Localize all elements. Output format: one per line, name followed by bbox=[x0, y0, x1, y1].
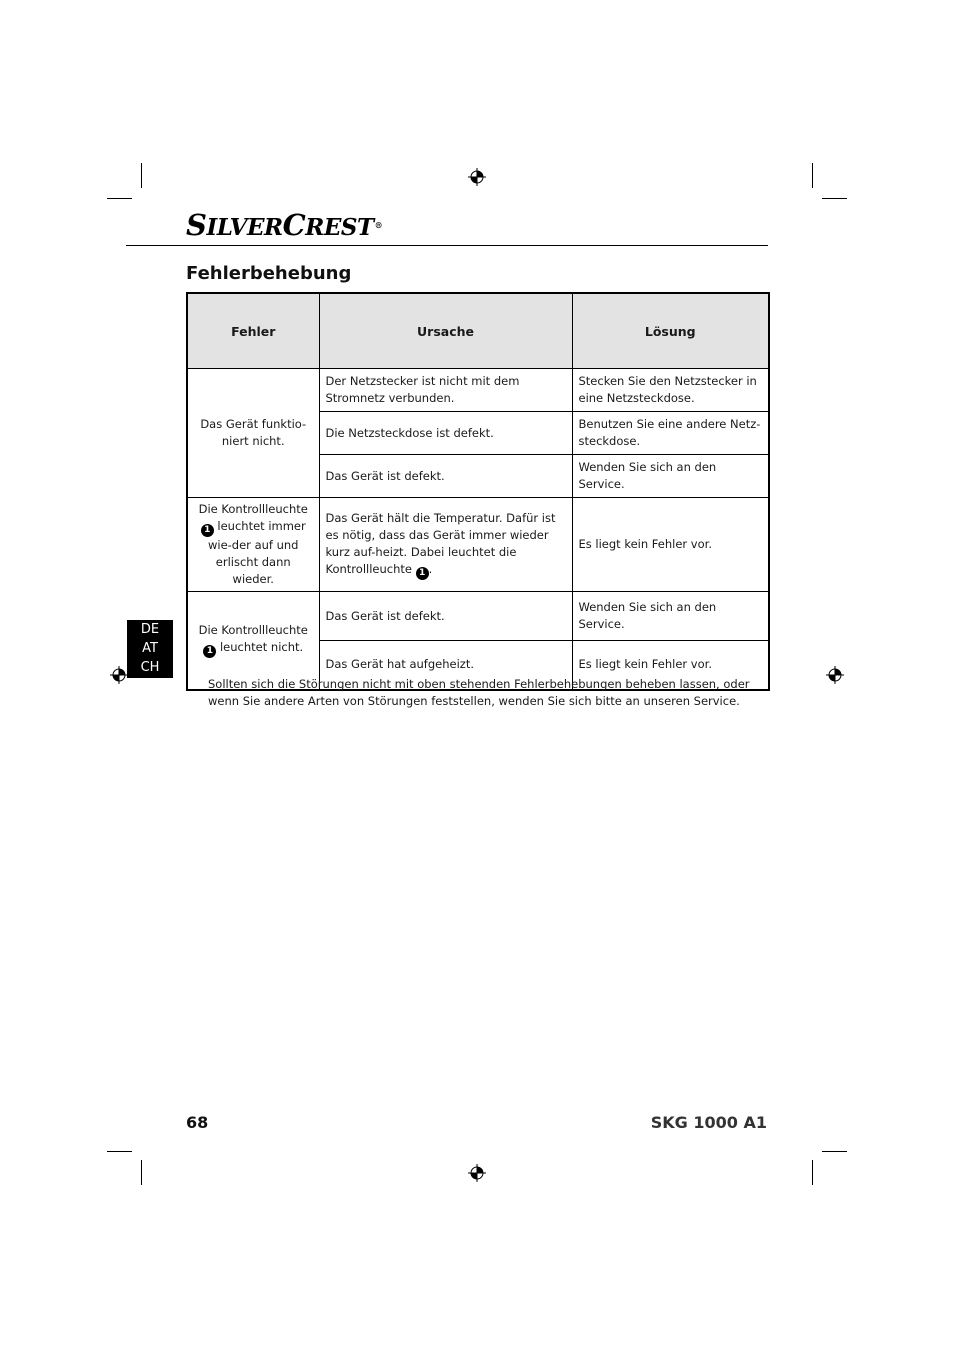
cause-cell: Die Netzsteckdose ist defekt. bbox=[319, 412, 572, 455]
column-header-fault: Fehler bbox=[187, 293, 319, 369]
page-number: 68 bbox=[186, 1113, 209, 1132]
fault-cell: Die Kontrollleuchte 1 leuchtet immer wie-der auf und erlischt dann wieder. bbox=[187, 498, 319, 592]
indicator-number-icon: 1 bbox=[416, 567, 429, 580]
column-header-cause: Ursache bbox=[319, 293, 572, 369]
indicator-number-icon: 1 bbox=[203, 645, 216, 658]
cause-cell: Das Gerät hat aufgeheizt. bbox=[319, 641, 572, 690]
registration-mark-icon bbox=[468, 1164, 486, 1182]
indicator-number-icon: 1 bbox=[201, 524, 214, 537]
brand-logo: SILVERCREST® bbox=[186, 208, 383, 242]
solution-cell: Wenden Sie sich an den Service. bbox=[572, 592, 769, 641]
crop-mark bbox=[107, 1151, 132, 1152]
troubleshooting-table bbox=[186, 292, 770, 691]
language-tab bbox=[127, 620, 173, 678]
cause-cell: Das Gerät ist defekt. bbox=[319, 455, 572, 498]
fault-cell: Die Kontrollleuchte 1 leuchtet nicht. bbox=[187, 592, 319, 690]
solution-cell: Stecken Sie den Netzstecker in eine Netzsteckdose. bbox=[572, 369, 769, 412]
header-divider bbox=[126, 245, 768, 246]
service-note: Sollten sich die Störungen nicht mit oben stehenden Fehlerbehebungen beheben lassen, oder wenn Sie andere Arten von Störungen feststellen, wenden Sie sich bitte an unseren Service. bbox=[208, 677, 750, 708]
table-row bbox=[187, 592, 769, 641]
solution-cell: Es liegt kein Fehler vor. bbox=[572, 641, 769, 690]
crop-mark bbox=[812, 1160, 813, 1185]
crop-mark bbox=[812, 163, 813, 188]
fault-cell: Das Gerät funktio-niert nicht. bbox=[187, 369, 319, 498]
page-title: Fehlerbehebung bbox=[186, 263, 352, 284]
language-code: AT bbox=[142, 641, 158, 656]
registration-mark-icon bbox=[468, 168, 486, 186]
registration-mark-icon bbox=[826, 666, 844, 684]
crop-mark bbox=[822, 198, 847, 199]
model-number: SKG 1000 A1 bbox=[650, 1113, 767, 1132]
crop-mark bbox=[822, 1151, 847, 1152]
solution-cell: Benutzen Sie eine andere Netz-steckdose. bbox=[572, 412, 769, 455]
registration-mark-icon bbox=[110, 666, 128, 684]
crop-mark bbox=[107, 198, 132, 199]
solution-cell: Wenden Sie sich an den Service. bbox=[572, 455, 769, 498]
table-header-row bbox=[187, 293, 769, 369]
table-row bbox=[187, 498, 769, 592]
crop-mark bbox=[141, 1160, 142, 1185]
cause-cell: Der Netzstecker ist nicht mit dem Stromnetz verbunden. bbox=[319, 369, 572, 412]
column-header-solution: Lösung bbox=[572, 293, 769, 369]
language-code: DE bbox=[140, 622, 160, 637]
cause-cell: Das Gerät hält die Temperatur. Dafür ist es nötig, dass das Gerät immer wieder kurz auf-heizt. Dabei leuchtet die Kontrollleuchte 1 . bbox=[319, 498, 572, 592]
crop-mark bbox=[141, 163, 142, 188]
cause-cell: Das Gerät ist defekt. bbox=[319, 592, 572, 641]
table-row bbox=[187, 369, 769, 412]
solution-cell: Es liegt kein Fehler vor. bbox=[572, 498, 769, 592]
language-code: CH bbox=[140, 660, 160, 675]
